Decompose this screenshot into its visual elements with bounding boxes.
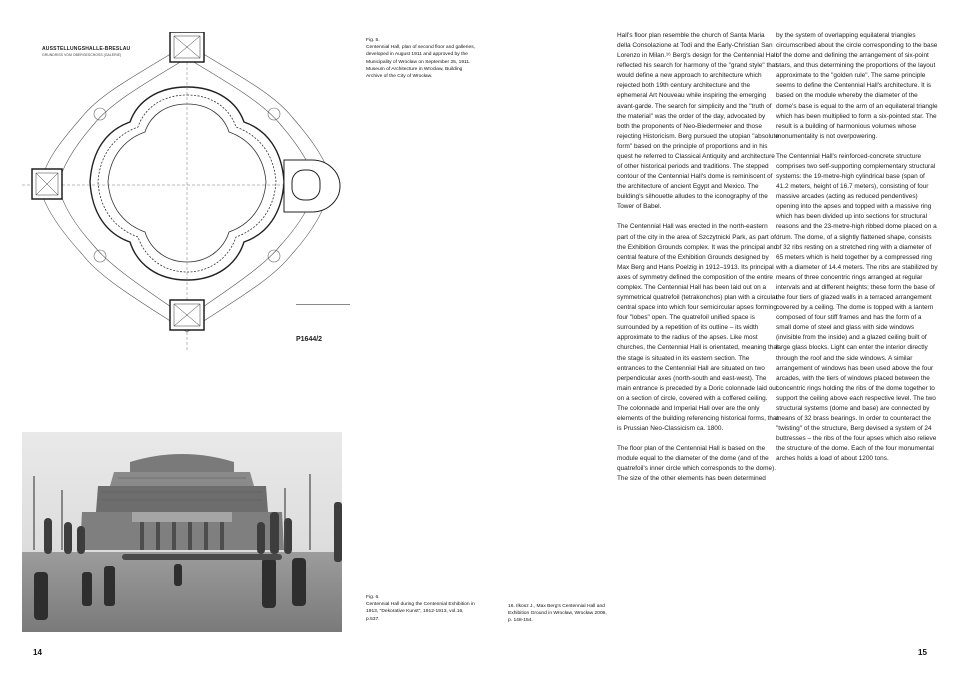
figure-6-text: Centennial Hall during the Centennial Exhibition in 1913, "Dekorative Kunst", 1912-1913, vol.16, p.537. <box>366 602 475 622</box>
figure-6-caption <box>366 594 476 623</box>
figure-5-label: Fig. 5. <box>366 38 380 43</box>
paragraph: Hall's floor plan resemble the church of Santa Maria della Consolazione at Todi and the Early-Christian San Lorenzo in Milan.¹⁶ Berg's design for the Centennial Hall reflected his search for harmony of the "grand style" that would define a new approach to architecture which rejected both 19th century architecture and the ephemeral Art Nouveau while inspiring the emerging avant-garde. The search for simplicity and the "truth of the material" was the order of the day, advocated by both the proponents of Neo-Biedermeier and those rejecting Historicism. Berg pursued the utopian "absolute form" based on the principle of proportions and in his quest he referred to Classical Antiquity and architecture of other historical periods and traditions. The stepped contour of the Centennial Hall's dome is reminiscent of the architecture of ancient Egypt and Mexico. The building's silhouette alludes to the iconography of the Tower of Babel. <box>617 32 779 211</box>
paragraph: The Centennial Hall's reinforced-concrete structure comprises two self-supporting complementary structural systems: the 19-metre-high cylindrical base (span of 41.2 meters, height of 16.7 meters), consisting of four massive arcades (acting as reduced pendentives) opening into the apses and topped with a massive ring which has been divided up into sections for structural reasons and the 23-metre-high ribbed dome placed on a drum. The dome, of a slightly flattened shape, consists of 32 ribs resting on a stretched ring with a diameter of 65 meters which is held together by a compressed ring with a diameter of 14.4 meters. The ribs are stabilized by means of three concentric rings arranged at regular intervals and at different heights; these form the base of the four tiers of glazed walls in a terraced arrangement covered by a ceiling. The dome is topped with a lantern composed of four stiff frames and has the form of a small dome of steel and glass with side windows (invisible from the inside) and a glazed ceiling built of large glass blocks. Light can enter the interior directly through the roof and the side windows. A similar arrangement of windows has been used above the four arcades, with the tiers of windows placed between the concentric rings holding the ribs of the dome together to support the ceiling above each respective level. The two structural systems (dome and base) are connected by means of 32 brass bearings. In order to counteract the "twisting" of the structure, Berg devised a system of 24 buttresses – the ribs of the four apses which also relieve the structure of the dome. Each of the four monumental arches holds a load of about 1200 tons. <box>776 152 938 463</box>
archive-stamp <box>296 304 350 342</box>
plan-title: AUSSTELLUNGSHALLE-BRESLAU <box>42 46 131 52</box>
page-number-left: 14 <box>33 648 42 657</box>
body-column-2 <box>776 31 938 474</box>
centennial-hall-photo <box>22 432 342 632</box>
figure-5-text: Centennial Hall, plan of second floor and galleries, developed in August 1911 and approved by the Municipality of Wrocław on September 25, 1911. Museum of Architecture in Wrocław, Building Archive of the City of Wrocław. <box>366 45 476 80</box>
floor-plan-svg <box>22 32 352 350</box>
paragraph: The Centennial Hall was erected in the north-eastern part of the city in the area of Szczytnicki Park, as part of the Exhibition Grounds complex. It was the principal and central feature of the Exhibition Grounds designed by Max Berg and Hans Poelzig in 1912–1913. Its principal axes of symmetry defined the composition of the entire complex. The Centennial Hall has been laid out on a symmetrical quatrefoil (tetrakonchos) plan with a circular central space into which four semicircular apses forming four "lobes" open. The quatrefoil unified space is surrounded by a repetition of its outline – its width approximate to the radius of the apses. Like most churches, the Centennial Hall is orientated, meaning that the stage is situated in its eastern section. The entrances to the Centennial Hall are situated on two perpendicular axes (north-south and east-west). The main entrance is preceded by a Doric colonnade laid out on a section of circle, covered with a coffered ceiling. The colonnade and Imperial Hall over are the only elements of the building referencing historical forms, that is Prussian Neo-Classicism ca. 1800. <box>617 223 779 433</box>
historic-photo-svg <box>22 432 342 632</box>
floor-plan-drawing <box>22 32 352 350</box>
plan-subtitle: GRUNDRISS VOM OBERGESCHOSS (GALERIE) <box>42 53 122 57</box>
paragraph: The floor plan of the Centennial Hall is based on the module equal to the diameter of the dome (and of the quatrefoil's inner circle which corresponds to the dome). The size of the other elements has been determined <box>617 445 777 483</box>
figure-5-caption <box>366 37 476 80</box>
figure-6-label: Fig. 6. <box>366 595 380 600</box>
paragraph: by the system of overlapping equilateral triangles circumscribed about the circle corresponding to the base of the dome and defining the arrangement of six-point stars, and thus determining the proportions of the layout approximate to the "golden rule". The same principle seems to define the Centennial Hall's architecture. It is based on the module whereby the diameter of the dome's base is equal to the arm of an equilateral triangle which has been multiplied to form a six-pointed star. The result is a building of harmonious volumes whose monumentality is not overpowering. <box>776 32 938 140</box>
stamp-number: P1644/2 <box>296 335 323 343</box>
footnote-16: 16. Ilkosz J., Max Berg's Centennial Hall and Exhibition Ground in Wrocław, Wrocław 2006, p. 148-154. <box>508 604 607 624</box>
page-number-right: 15 <box>918 648 927 657</box>
body-column-1 <box>617 31 779 495</box>
